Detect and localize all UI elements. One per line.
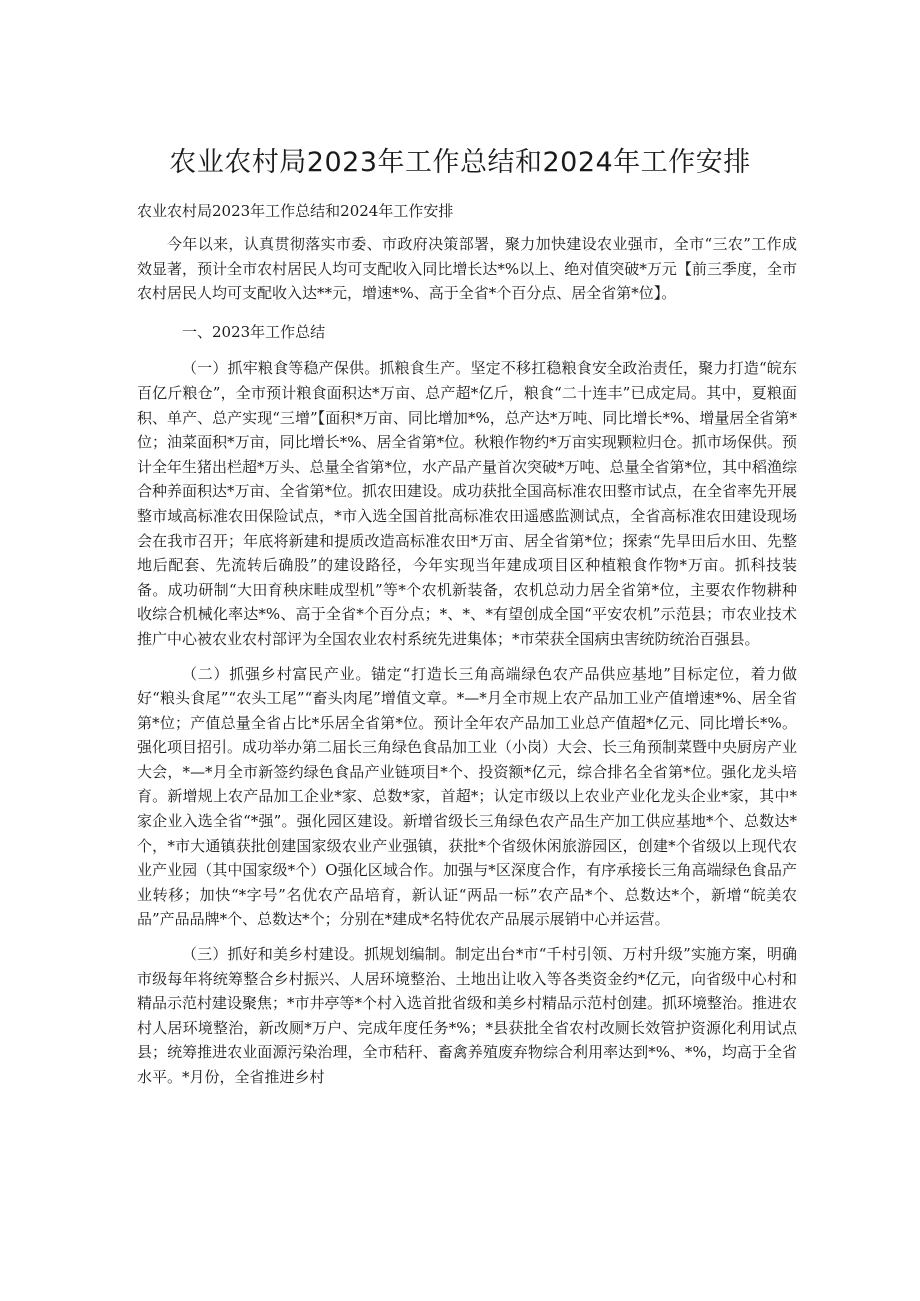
document-body — [137, 232, 797, 1100]
paragraph-grain-supply: （一）抓牢粮食等稳产保供。抓粮食生产。坚定不移扛稳粮食安全政治责任，聚力打造“皖东百亿斤粮仓”，全市预计粮食面积达*万亩、总产超*亿斤，粮食“二十连丰”已成定局。其中，夏粮面积、单产、总产实现“三增”【面积*万亩、同比增加*%，总产达*万吨、同比增长*%、增量居全省第*位；油菜面积*万亩，同比增长*%、居全省第*位。秋粮作物约*万亩实现颗粒归仓。抓市场保供。预计全年生猪出栏超*万头、总量全省第*位，水产品产量首次突破*万吨、总量全省第*位，其中稻渔综合种养面积达*万亩、全省第*位。抓农田建设。成功获批全国高标准农田整市试点，在全省率先开展整市域高标准农田保险试点，*市入选全国首批高标准农田遥感监测试点，全省高标准农田建设现场会在我市召开；年底将新建和提质改造高标准农田*万亩、居全省第*位；探索“先旱田后水田、先整地后配套、先流转后确股”的建设路径，今年实现当年建成项目区种植粮食作物*万亩。抓科技装备。成功研制“大田育秧床畦成型机”等*个农机新装备，农机总动力居全省第*位，主要农作物耕种收综合机械化率达*%、高于全省*个百分点；*、*、*有望创成全国“平安农机”示范县；市农业技术推广中心被农业农村部评为全国农业农村系统先进集体；*市荣获全国病虫害统防统治百强县。 — [137, 359, 798, 648]
document-subtitle: 农业农村局2023年工作总结和2024年工作安排 — [137, 202, 454, 220]
section-heading: 一、2023年工作总结 — [182, 322, 326, 341]
document-title: 农业农村局2023年工作总结和2024年工作安排 — [169, 147, 751, 178]
paragraph-rural-industry: （二）抓强乡村富民产业。锚定“打造长三角高端绿色农产品供应基地”目标定位，着力做好“粮头食尾”“农头工尾”“畜头肉尾”增值文章。*—*月全市规上农产品加工业产值增速*%、居全省第*位；产值总量全省占比*乐居全省第*位。预计全年农产品加工业总产值超*亿元、同比增长*%。强化项目招引。成功举办第二届长三角绿色食品加工业（小岗）大会、长三角预制菜暨中央厨房产业大会，*—*月全市新签约绿色食品产业链项目*个、投资额*亿元，综合排名全省第*位。强化龙头培育。新增规上农产品加工企业*家、总数*家，首超*；认定市级以上农业产业化龙头企业*家，其中*家企业入选全省“*强”。强化园区建设。新增省级长三角绿色农产品生产加工供应基地*个、总数达*个，*市大通镇获批创建国家级农业产业强镇，获批*个省级休闲旅游园区，创建*个省级以上现代农业产业园（其中国家级*个）O强化区域合作。加强与*区深度合作，有序承接长三角高端绿色食品产业转移；加快“*字号”名优农产品培育，新认证“两品一标”农产品*个、总数达*个，新增“皖美农品”产品品牌*个、总数达*个；分别在*建成*名特优农产品展示展销中心并运营。 — [137, 664, 798, 929]
intro-paragraph: 今年以来，认真贯彻落实市委、市政府决策部署，聚力加快建设农业强市，全市“三农”工作成效显著，预计全市农村居民人均可支配收入同比增长达*%以上、绝对值突破*万元【前三季度，全市农村居民人均可支配收入达**元，增速*%、高于全省*个百分点、居全省第*位】。 — [137, 235, 797, 303]
paragraph-rural-construction: （三）抓好和美乡村建设。抓规划编制。制定出台*市“千村引领、万村升级”实施方案，明确市级每年将统筹整合乡村振兴、人居环境整治、土地出让收入等各类资金约*亿元，向省级中心村和精品示范村建设聚焦；*市井亭等*个村入选首批省级和美乡村精品示范村创建。抓环境整治。推进农村人居环境整治，新改厕*万户、完成年度任务*%；*县获批全省农村改厕长效管护资源化利用试点县；统筹推进农业面源污染治理，全市秸秆、畜禽养殖废弃物综合利用率达到*%、*%，均高于全省水平。*月份，全省推进乡村 — [137, 945, 798, 1086]
